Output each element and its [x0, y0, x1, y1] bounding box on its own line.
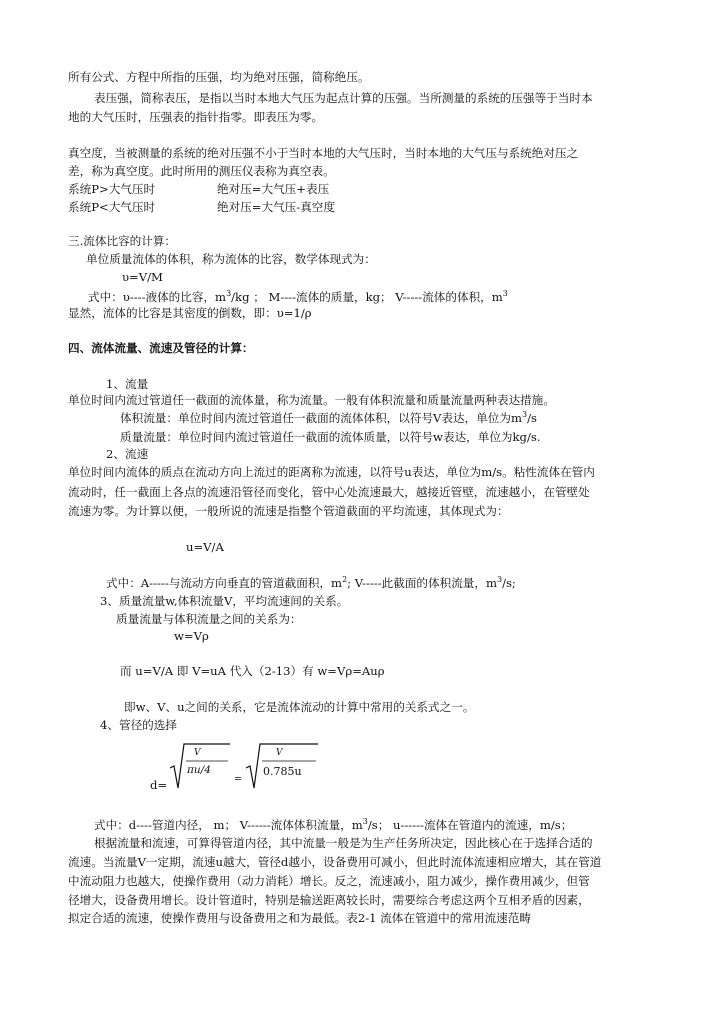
- text-line: 拟定合适的流速，使操作费用与设备费用之和为最低。表2-1 流体在管道中的常用流速范畴: [68, 911, 531, 925]
- equals-sign: =: [234, 774, 243, 785]
- formula-label: d=: [150, 778, 168, 792]
- text-line: 即w、V、u之间的关系，它是流体流动的计算中常用的关系式之一。: [124, 700, 475, 714]
- definition-line: 式中：A-----与流动方向垂直的管道截面积，$m^2$; V-----此截面的体积流量，$m^3/s$;: [106, 575, 516, 590]
- definition-line: 式中：υ----液体的比容，$m^3/kg$ ； M----流体的质量，kg； V-----流体的体积，$m^3$: [88, 289, 508, 304]
- text-line: 所有公式、方程中所指的压强，均为绝对压强，简称绝压。: [68, 70, 370, 84]
- definition-line: 式中：d----管道内径， m； V------流体体积流量，$m^3/s$； u------流体在管道内的流速，m/s；: [94, 817, 573, 832]
- fraction-denominator: πu/4: [187, 764, 211, 776]
- text-line: 单位时间内流体的质点在流动方向上流过的距离称为流速，以符号u表达，单位为m/s。粘性流体在管内: [68, 465, 595, 479]
- text-line: 质量流量与体积流量之间的关系为：: [116, 612, 302, 626]
- text-line: 径增大，设备费用增长。设计管道时，特别是输送距离较长时，需要综合考虑这两个互相矛盾的因素，: [68, 893, 590, 907]
- text-line: 地的大气压时，压强表的指针指零。即表压为零。: [68, 110, 324, 124]
- section-title: 四、流体流量、流速及管径的计算：: [68, 341, 254, 355]
- subsection-heading: 1、流量: [106, 377, 149, 391]
- fraction-numerator: V: [276, 748, 283, 758]
- fraction-denominator: 0.785u: [263, 765, 302, 778]
- text-line: 系统P>大气压时: [68, 182, 156, 196]
- text-line: 中流动阻力也越大，使操作费用（动力消耗）增长。反之，流速减小，阻力减少，操作费用减少，但管: [68, 874, 590, 888]
- subsection-heading: 3、质量流量w,体积流量V，平均流速间的关系。: [100, 594, 349, 608]
- formula-mass-flow: w=Vρ: [174, 629, 209, 643]
- text-line: 质量流量：单位时间内流过管道任一截面的流体质量，以符号w表达，单位为kg/s.: [120, 430, 541, 444]
- text-line: 单位时间内流过管道任一截面的流体量，称为流量。一般有体积流量和质量流量两种表达措施。: [68, 393, 555, 407]
- text-line: 显然，流体的比容是其密度的倒数，即：υ=1/ρ: [68, 306, 312, 320]
- text-line: 系统P<大气压时: [68, 200, 156, 214]
- text-line: 绝对压=大气压-真空度: [217, 200, 335, 214]
- subsection-heading: 2、流速: [106, 447, 149, 461]
- text-line: 绝对压=大气压+表压: [217, 182, 330, 196]
- text-line: 流速为零。为计算以便，一般所说的流速是指整个管道截面的平均流速，其体现式为：: [68, 504, 509, 518]
- text-line: 流速。当流量V一定期，流速u越大，管径d越小，设备费用可减小，但此时流体流速相应增大，其在管道: [68, 855, 602, 869]
- text-line: 根据流量和流速，可算得管道内径，其中流量一般是为生产任务所决定，因此核心在于选择合适的: [94, 836, 593, 850]
- text-line: 流动时，任一截面上各点的流速沿管径而变化，管中心处流速最大，越接近管壁，流速越小，在管壁处: [68, 485, 590, 499]
- text-line: 差，称为真空度。此时所用的测压仪表称为真空表。: [68, 164, 335, 178]
- text-line: 真空度，当被测量的系统的绝对压强不小于当时本地的大气压时，当时本地的大气压与系统绝对压之: [68, 146, 579, 160]
- text-line: 表压强，简称表压，是指以当时本地大气压为起点计算的压强。当所测量的系统的压强等于当时本: [94, 91, 593, 105]
- formula-specific-volume: υ=V/M: [122, 270, 163, 284]
- section-title: 三.流体比容的计算：: [68, 234, 177, 248]
- formula-velocity: u=V/A: [186, 540, 224, 554]
- text-line: 单位质量流体的体积，称为流体的比容，数学体现式为：: [86, 252, 376, 266]
- formula-pipe-diameter: [150, 738, 370, 802]
- text-line: 体积流量：单位时间内流过管道任一截面的流体体积，以符号V表达，单位为$m^3/s$: [120, 410, 537, 425]
- formula-substitution: 而 u=V/A 即 V=uA 代入（2-13）有 w=Vρ=Auρ: [120, 664, 385, 678]
- subsection-heading: 4、管径的选择: [100, 718, 177, 732]
- fraction-numerator: V: [194, 748, 201, 758]
